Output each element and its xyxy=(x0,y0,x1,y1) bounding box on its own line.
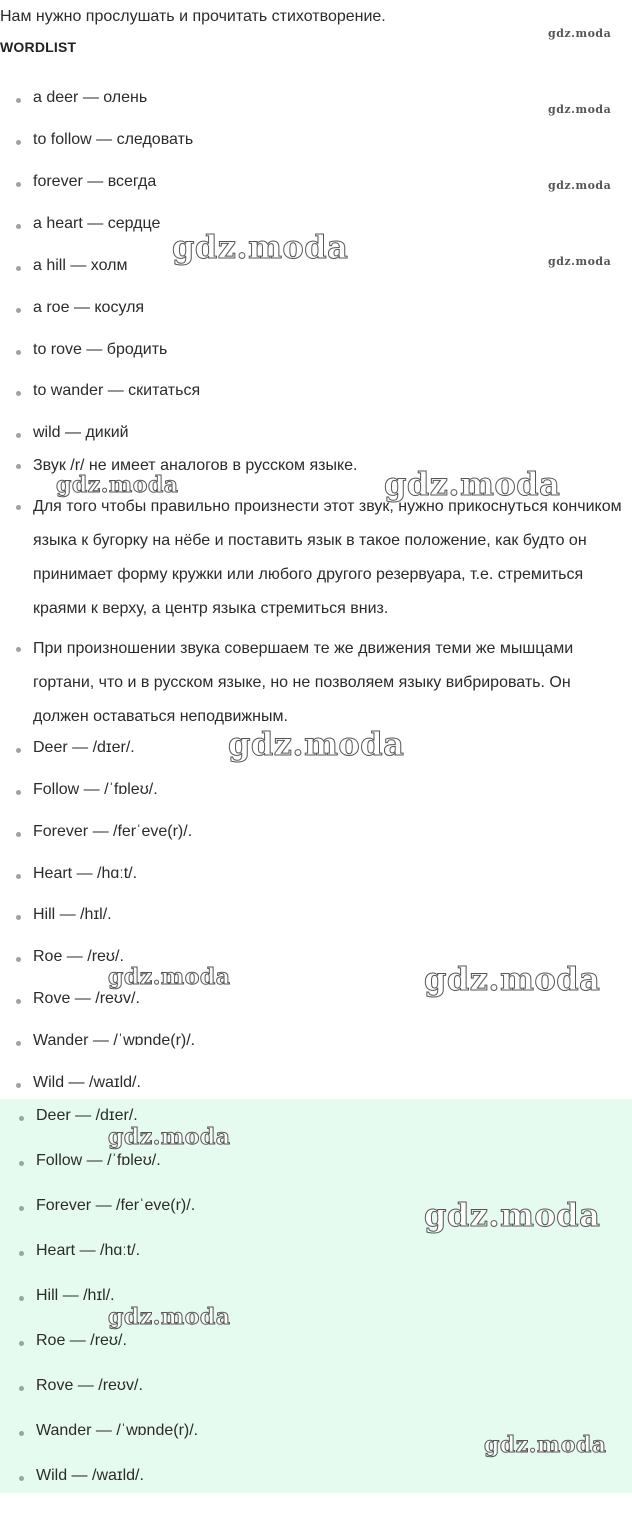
bullet xyxy=(16,391,21,396)
list-item: Forever — /ferˈeve(r)/. xyxy=(33,823,192,841)
bullet xyxy=(16,182,21,187)
bullet xyxy=(16,224,21,229)
bullet xyxy=(19,1206,24,1211)
bullet xyxy=(16,98,21,103)
watermark: gdz.moda xyxy=(484,1432,607,1458)
bullet xyxy=(16,999,21,1004)
list-item: to wander — скитаться xyxy=(33,382,200,400)
list-item: Wild — /waɪld/. xyxy=(36,1467,144,1485)
list-item: a deer — олень xyxy=(33,89,147,107)
answer-box xyxy=(0,1099,632,1493)
watermark: gdz.moda xyxy=(228,725,405,763)
list-item: Roe — /reʊ/. xyxy=(33,948,124,966)
bullet xyxy=(16,748,21,753)
note-item: При произношении звука совершаем те же движения теми же мышцами гортани, что и в русском языке, но не позволяем языку вибрировать. Он должен оставаться неподвижным. xyxy=(33,632,623,734)
bullet xyxy=(19,1296,24,1301)
note-item: Звук /r/ не имеет аналогов в русском языке. xyxy=(33,455,357,477)
list-item: Follow — /ˈfɒleʊ/. xyxy=(36,1152,161,1170)
watermark: gdz.moda xyxy=(384,465,561,503)
bullet xyxy=(16,790,21,795)
list-item: Heart — /hɑːt/. xyxy=(36,1242,140,1260)
bullet xyxy=(16,915,21,920)
watermark: gdz.moda xyxy=(424,960,601,998)
bullet xyxy=(16,140,21,145)
watermark: gdz.moda xyxy=(172,228,349,266)
list-item: Deer — /dɪer/. xyxy=(36,1107,138,1125)
bullet xyxy=(16,1083,21,1088)
list-item: Roe — /reʊ/. xyxy=(36,1332,127,1350)
list-item: Heart — /hɑːt/. xyxy=(33,865,137,883)
bullet xyxy=(16,957,21,962)
bullet xyxy=(16,266,21,271)
list-item: a hill — холм xyxy=(33,257,128,275)
bullet xyxy=(16,832,21,837)
watermark: gdz.moda xyxy=(56,472,179,498)
bullet xyxy=(16,464,21,469)
bullet xyxy=(19,1386,24,1391)
list-item: wild — дикий xyxy=(33,424,129,442)
watermark: gdz.moda xyxy=(424,1196,601,1234)
list-item: Wander — /ˈwɒnde(r)/. xyxy=(33,1032,195,1050)
watermark: gdz.moda xyxy=(548,255,612,268)
intro-text: Нам нужно прослушать и прочитать стихотворение. xyxy=(0,8,386,25)
bullet xyxy=(16,433,21,438)
list-item: to follow — следовать xyxy=(33,131,193,149)
wordlist-heading: WORDLIST xyxy=(0,39,77,55)
bullet xyxy=(19,1116,24,1121)
list-item: a roe — косуля xyxy=(33,299,144,317)
list-item: to rove — бродить xyxy=(33,341,167,359)
bullet xyxy=(19,1431,24,1436)
bullet xyxy=(19,1341,24,1346)
watermark: gdz.moda xyxy=(548,103,612,116)
bullet xyxy=(19,1476,24,1481)
watermark: gdz.moda xyxy=(108,1304,231,1330)
watermark: gdz.moda xyxy=(548,27,612,40)
watermark: gdz.moda xyxy=(108,1124,231,1150)
list-item: Rove — /reʊv/. xyxy=(33,990,140,1008)
bullet xyxy=(16,1041,21,1046)
note-item: Для того чтобы правильно произнести этот звук, нужно прикоснуться кончиком языка к бугорку на нёбе и поставить язык в такое положение, как будто он принимает форму кружки или любого другого резервуара, т.е. стремиться краями к верху, а центр языка стремиться вниз. xyxy=(33,490,623,626)
list-item: Hill — /hɪl/. xyxy=(36,1287,115,1305)
list-item: Rove — /reʊv/. xyxy=(36,1377,143,1395)
list-item: Forever — /ferˈeve(r)/. xyxy=(36,1197,195,1215)
list-item: Deer — /dɪer/. xyxy=(33,739,135,757)
list-item: Follow — /ˈfɒleʊ/. xyxy=(33,781,158,799)
list-item: Wild — /waɪld/. xyxy=(33,1074,141,1092)
watermark: gdz.moda xyxy=(108,964,231,990)
bullet xyxy=(16,647,21,652)
bullet xyxy=(16,350,21,355)
list-item: Wander — /ˈwɒnde(r)/. xyxy=(36,1422,198,1440)
bullet xyxy=(16,505,21,510)
bullet xyxy=(16,308,21,313)
bullet xyxy=(19,1161,24,1166)
bullet xyxy=(19,1251,24,1256)
list-item: Hill — /hɪl/. xyxy=(33,906,112,924)
list-item: forever — всегда xyxy=(33,173,156,191)
watermark: gdz.moda xyxy=(548,179,612,192)
list-item: a heart — сердце xyxy=(33,215,160,233)
bullet xyxy=(16,874,21,879)
